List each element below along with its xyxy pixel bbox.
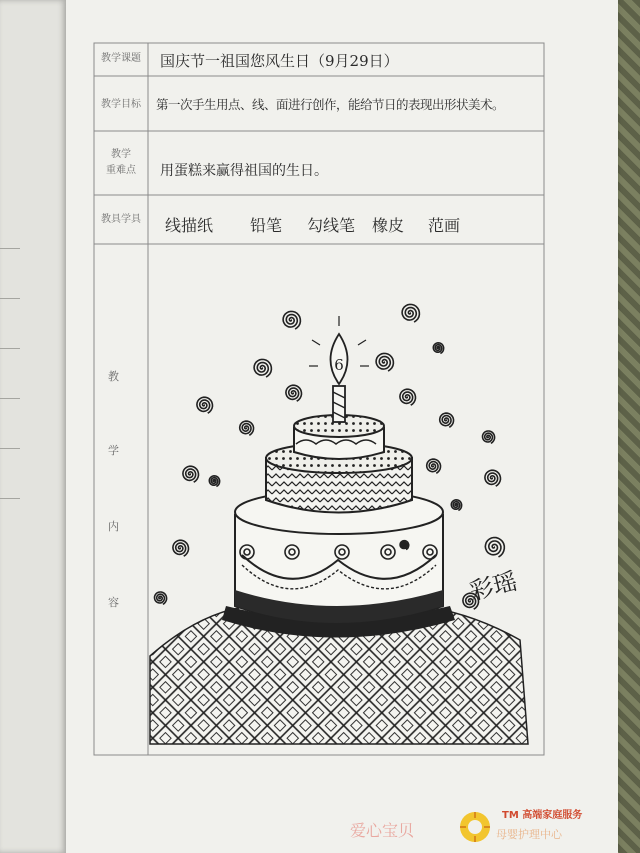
swirl xyxy=(155,592,167,604)
label-teaching-goal: 教学目标 xyxy=(101,99,141,110)
material-item: 铅笔 xyxy=(250,216,283,235)
swirl xyxy=(197,397,213,413)
swirl xyxy=(254,359,271,377)
sun-logo-icon xyxy=(458,810,492,844)
material-item: 线描纸 xyxy=(165,216,214,235)
handwritten-key-points: 用蛋糕来赢得祖国的生日。 xyxy=(160,163,328,179)
swirl xyxy=(376,353,393,371)
material-item: 范画 xyxy=(428,216,461,235)
swirl xyxy=(183,466,199,482)
swirl xyxy=(400,389,416,405)
label-content-char: 教 xyxy=(108,370,119,383)
handwritten-topic: 国庆节一祖国您风生日（9月29日） xyxy=(160,52,399,70)
swirl xyxy=(440,413,454,427)
swirl xyxy=(240,421,254,435)
swirl xyxy=(402,304,419,322)
artist-signature: 彩瑶 xyxy=(466,567,521,606)
swirl xyxy=(173,540,189,556)
swirl xyxy=(463,593,479,609)
label-teaching-materials: 教具学具 xyxy=(101,214,141,225)
swirl xyxy=(427,459,441,473)
swirl xyxy=(485,470,501,486)
watermark-center-name: 母婴护理中心 xyxy=(496,828,562,841)
label-content-char: 内 xyxy=(108,520,119,533)
swirl xyxy=(400,541,409,550)
swirl xyxy=(483,431,495,443)
label-key-points-b: 重难点 xyxy=(106,165,136,176)
material-item: 橡皮 xyxy=(372,216,405,235)
swirl xyxy=(451,500,461,511)
swirl xyxy=(485,538,504,558)
watermark xyxy=(350,800,640,853)
material-item: 勾线笔 xyxy=(307,216,356,235)
label-lesson-topic: 教学课题 xyxy=(101,53,141,64)
label-content-char: 容 xyxy=(108,596,119,609)
swirl xyxy=(209,476,219,487)
swirl xyxy=(283,311,300,329)
watermark-tagline: TM 高端家庭服务 xyxy=(502,810,583,821)
swirl xyxy=(286,385,302,401)
handwritten-goal: 第一次手生用点、线、面进行创作，能给节日的表现出形状美术。 xyxy=(156,97,505,112)
label-key-points-a: 教学 xyxy=(111,149,131,160)
label-content-char: 学 xyxy=(108,444,119,457)
swirl xyxy=(433,343,443,354)
watermark-brand: 爱心宝贝 xyxy=(350,821,415,840)
candle-number: 6 xyxy=(334,356,344,374)
